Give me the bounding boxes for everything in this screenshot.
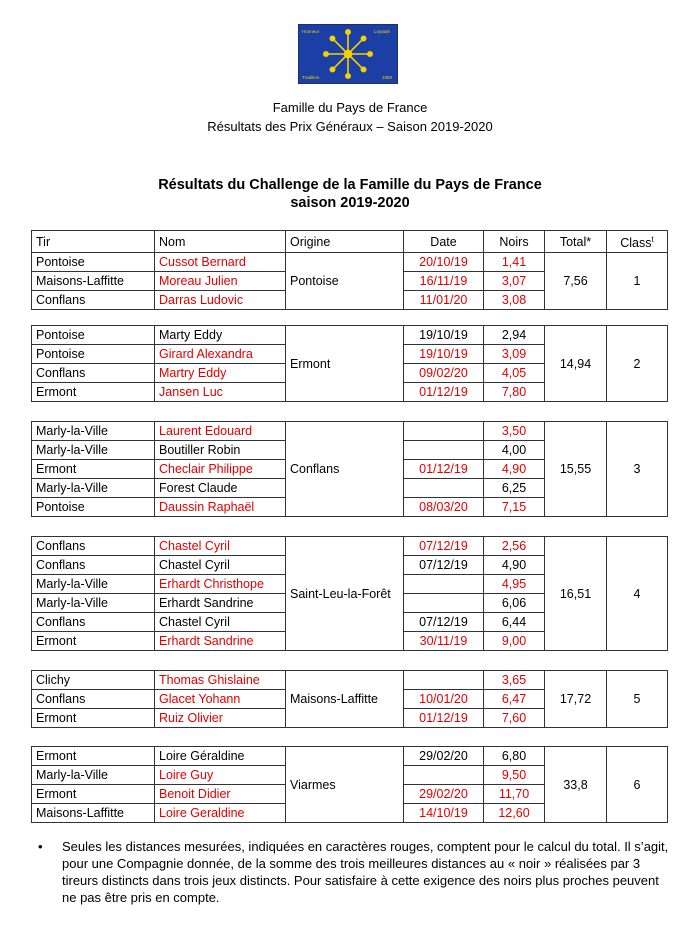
cell-nom: Loire Guy [155, 766, 286, 785]
cell-class: 6 [607, 747, 668, 823]
cell-date: 08/03/20 [404, 498, 484, 517]
logo-text-honneur: Honneur [302, 29, 320, 34]
cell-date [404, 766, 484, 785]
cell-date: 14/10/19 [404, 804, 484, 823]
cell-noirs: 12,60 [484, 804, 545, 823]
cell-total: 33,8 [545, 747, 607, 823]
cell-noirs: 6,80 [484, 747, 545, 766]
cell-tir: Maisons-Laffitte [32, 804, 155, 823]
cell-noirs: 4,95 [484, 575, 545, 594]
cell-tir: Conflans [32, 690, 155, 709]
cell-total: 16,51 [545, 537, 607, 651]
th-tir [32, 231, 155, 253]
th-class [607, 231, 668, 253]
cell-noirs: 4,90 [484, 556, 545, 575]
cell-tir: Conflans [32, 613, 155, 632]
cell-date: 29/02/20 [404, 747, 484, 766]
cell-date: 30/11/19 [404, 632, 484, 651]
cell-tir: Marly-la-Ville [32, 766, 155, 785]
th-total-label: Total* [559, 234, 592, 249]
cell-date: 20/10/19 [404, 253, 484, 272]
results-table [31, 746, 668, 823]
cell-date: 01/12/19 [404, 460, 484, 479]
cell-nom: Girard Alexandra [155, 345, 286, 364]
cell-noirs: 9,50 [484, 766, 545, 785]
th-class-label: Class [620, 236, 652, 251]
cell-tir: Clichy [32, 671, 155, 690]
cell-date [404, 479, 484, 498]
cell-nom: Forest Claude [155, 479, 286, 498]
cell-noirs: 2,94 [484, 326, 545, 345]
cell-date: 19/10/19 [404, 326, 484, 345]
cell-origine: Conflans [286, 422, 404, 517]
cell-tir: Ermont [32, 785, 155, 804]
cell-nom: Darras Ludovic [155, 291, 286, 310]
cell-nom: Cussot Bernard [155, 253, 286, 272]
cell-date: 07/12/19 [404, 537, 484, 556]
cell-nom: Moreau Julien [155, 272, 286, 291]
cell-noirs: 1,41 [484, 253, 545, 272]
cell-date [404, 575, 484, 594]
cell-noirs: 3,09 [484, 345, 545, 364]
cell-date: 29/02/20 [404, 785, 484, 804]
cell-class: 5 [607, 671, 668, 728]
header-row [32, 231, 668, 253]
cell-noirs: 7,80 [484, 383, 545, 402]
cell-noirs: 4,05 [484, 364, 545, 383]
cell-nom: Thomas Ghislaine [155, 671, 286, 690]
cell-nom: Glacet Yohann [155, 690, 286, 709]
footnote [38, 838, 672, 906]
cell-tir: Conflans [32, 291, 155, 310]
header-line-2: Résultats des Prix Généraux – Saison 2019-2020 [207, 119, 493, 134]
cell-noirs: 6,44 [484, 613, 545, 632]
th-tir-label: Tir [36, 234, 51, 249]
cell-tir: Pontoise [32, 253, 155, 272]
table-row [32, 537, 668, 556]
cell-date: 19/10/19 [404, 345, 484, 364]
cell-tir: Marly-la-Ville [32, 441, 155, 460]
cell-nom: Ruiz Olivier [155, 709, 286, 728]
cell-noirs: 2,56 [484, 537, 545, 556]
th-total [545, 231, 607, 253]
cell-nom: Chastel Cyril [155, 613, 286, 632]
table-row [32, 422, 668, 441]
cell-date: 10/01/20 [404, 690, 484, 709]
cell-origine: Saint-Leu-la-Forêt [286, 537, 404, 651]
cell-nom: Erhardt Sandrine [155, 632, 286, 651]
header-line-1: Famille du Pays de France [272, 100, 428, 115]
th-class-superscript: t [651, 235, 654, 244]
cell-nom: Martry Eddy [155, 364, 286, 383]
table-row [32, 671, 668, 690]
cell-noirs: 3,08 [484, 291, 545, 310]
cell-date: 16/11/19 [404, 272, 484, 291]
cell-tir: Ermont [32, 460, 155, 479]
th-date-label: Date [430, 234, 457, 249]
cell-class: 1 [607, 253, 668, 310]
table-row [32, 253, 668, 272]
cell-nom: Benoit Didier [155, 785, 286, 804]
cell-noirs: 4,90 [484, 460, 545, 479]
cell-tir: Pontoise [32, 326, 155, 345]
cell-tir: Marly-la-Ville [32, 422, 155, 441]
cell-origine: Pontoise [286, 253, 404, 310]
cell-nom: Erhardt Sandrine [155, 594, 286, 613]
cell-nom: Loire Géraldine [155, 747, 286, 766]
th-noirs-label: Noirs [499, 234, 529, 249]
cell-date: 09/02/20 [404, 364, 484, 383]
th-noirs [484, 231, 545, 253]
cell-noirs: 6,25 [484, 479, 545, 498]
cell-origine: Viarmes [286, 747, 404, 823]
cell-noirs: 6,06 [484, 594, 545, 613]
cell-tir: Pontoise [32, 498, 155, 517]
cell-date: 01/12/19 [404, 383, 484, 402]
cell-total: 14,94 [545, 326, 607, 402]
results-table [31, 325, 668, 402]
cell-tir: Ermont [32, 747, 155, 766]
cell-origine: Maisons-Laffitte [286, 671, 404, 728]
cell-noirs: 11,70 [484, 785, 545, 804]
cell-date [404, 594, 484, 613]
results-table [31, 670, 668, 728]
cell-date [404, 422, 484, 441]
cell-tir: Pontoise [32, 345, 155, 364]
page-subtitle: saison 2019-2020 [290, 195, 410, 211]
cell-nom: Erhardt Christhope [155, 575, 286, 594]
logo-text-year: 1959 [382, 75, 393, 80]
cell-tir: Conflans [32, 364, 155, 383]
th-nom-label: Nom [159, 234, 186, 249]
cell-date [404, 441, 484, 460]
cell-noirs: 3,07 [484, 272, 545, 291]
cell-tir: Conflans [32, 537, 155, 556]
cell-date: 01/12/19 [404, 709, 484, 728]
table-row [32, 326, 668, 345]
cell-class: 4 [607, 537, 668, 651]
results-table [31, 536, 668, 651]
logo-text-loyaute: Loyauté [374, 29, 391, 34]
table-row [32, 747, 668, 766]
cell-tir: Conflans [32, 556, 155, 575]
cell-nom: Loire Geraldine [155, 804, 286, 823]
cell-tir: Ermont [32, 709, 155, 728]
cell-noirs: 3,50 [484, 422, 545, 441]
cell-noirs: 3,65 [484, 671, 545, 690]
cell-tir: Ermont [32, 632, 155, 651]
cell-tir: Marly-la-Ville [32, 575, 155, 594]
th-nom [155, 231, 286, 253]
cell-nom: Chastel Cyril [155, 556, 286, 575]
cell-nom: Jansen Luc [155, 383, 286, 402]
cell-total: 15,55 [545, 422, 607, 517]
cell-origine: Ermont [286, 326, 404, 402]
cell-tir: Marly-la-Ville [32, 479, 155, 498]
cell-noirs: 7,15 [484, 498, 545, 517]
cell-tir: Maisons-Laffitte [32, 272, 155, 291]
cell-nom: Marty Eddy [155, 326, 286, 345]
cell-date: 07/12/19 [404, 613, 484, 632]
page-title: Résultats du Challenge de la Famille du Pays de France [158, 177, 542, 193]
cell-total: 7,56 [545, 253, 607, 310]
compagnie-logo [298, 24, 398, 84]
cell-noirs: 9,00 [484, 632, 545, 651]
cell-noirs: 6,47 [484, 690, 545, 709]
cell-nom: Checlair Philippe [155, 460, 286, 479]
bullet-icon: • [38, 839, 43, 854]
cell-date: 11/01/20 [404, 291, 484, 310]
cell-nom: Daussin Raphaël [155, 498, 286, 517]
cell-tir: Marly-la-Ville [32, 594, 155, 613]
cell-date [404, 671, 484, 690]
cell-nom: Boutiller Robin [155, 441, 286, 460]
cell-noirs: 7,60 [484, 709, 545, 728]
results-table [31, 421, 668, 517]
th-origine-label: Origine [290, 234, 331, 249]
cell-noirs: 4,00 [484, 441, 545, 460]
th-origine [286, 231, 404, 253]
results-table [31, 230, 668, 310]
cell-class: 3 [607, 422, 668, 517]
cell-total: 17,72 [545, 671, 607, 728]
cell-nom: Laurent Edouard [155, 422, 286, 441]
logo-text-tradition: Tradition [302, 75, 320, 80]
cell-nom: Chastel Cyril [155, 537, 286, 556]
cell-tir: Ermont [32, 383, 155, 402]
cell-date: 07/12/19 [404, 556, 484, 575]
footnote-text: Seules les distances mesurées, indiquées en caractères rouges, comptent pour le calcul du total. Il s’agit, pour une Compagnie donnée, de la somme des trois meilleures distances au « noir » réalisées par 3 tireurs distincts dans trois jeux distincts. Pour satisfaire à cette exigence des noirs plus proches peuvent ne pas être pris en compte. [62, 839, 669, 905]
cell-class: 2 [607, 326, 668, 402]
th-date [404, 231, 484, 253]
